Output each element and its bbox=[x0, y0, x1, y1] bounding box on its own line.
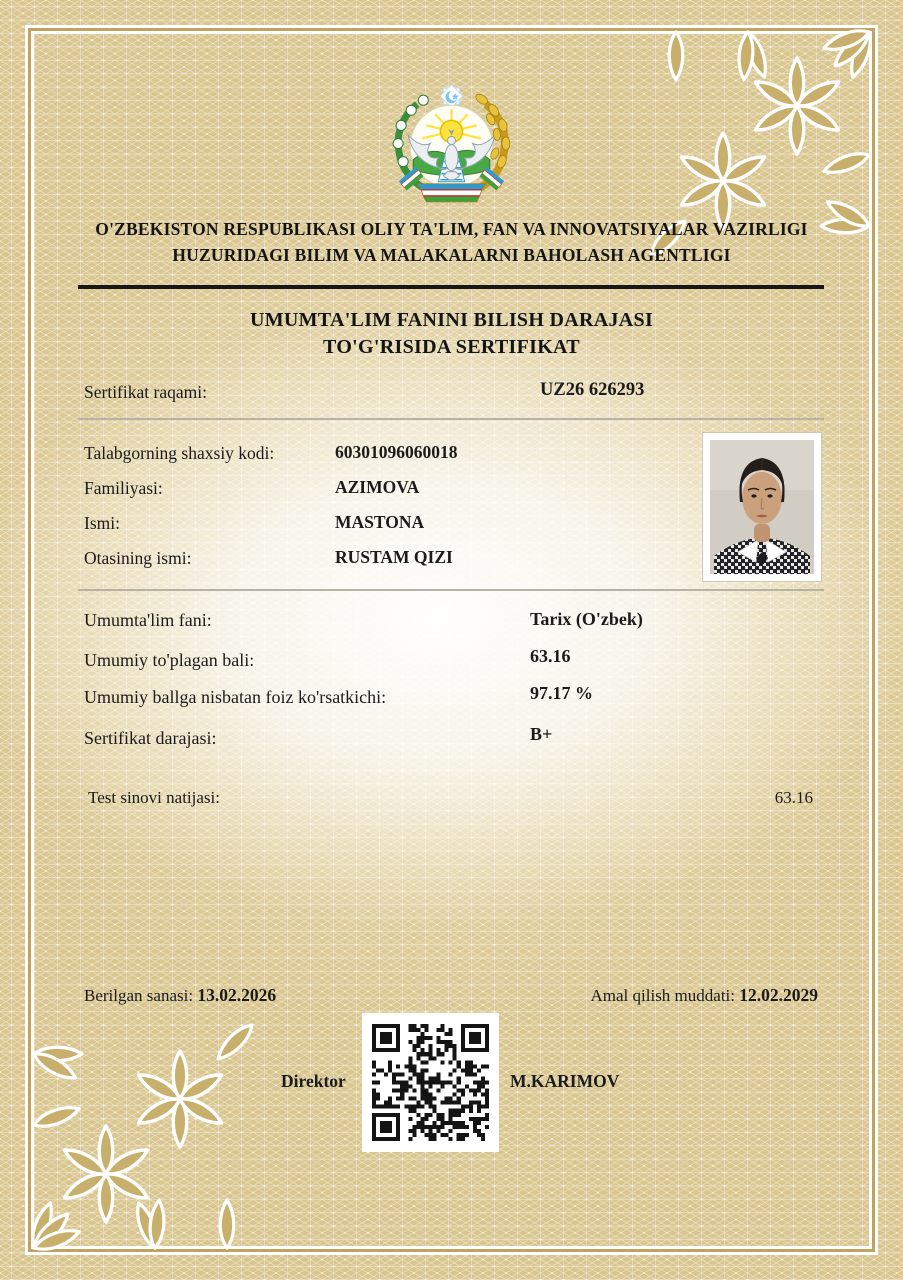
person-code-value: 60301096060018 bbox=[335, 442, 458, 462]
certificate-title-line1: UMUMTA'LIM FANINI BILISH DARAJASI bbox=[249, 309, 654, 331]
surname-value: AZIMOVA bbox=[335, 477, 420, 497]
ministry-name-line2: HUZURIDAGI BILIM VA MALAKALARNI BAHOLASH AGENTLIGI bbox=[172, 245, 731, 265]
valid-date-value: 12.02.2029 bbox=[739, 985, 818, 1005]
name-label: Ismi: bbox=[84, 513, 120, 533]
certificate-number-label: Sertifikat raqami: bbox=[84, 382, 207, 402]
name-value: MASTONA bbox=[335, 512, 425, 532]
issue-date-label: Berilgan sanasi: bbox=[84, 986, 198, 1005]
patronymic-label: Otasining ismi: bbox=[84, 548, 192, 568]
section-divider bbox=[78, 418, 824, 420]
portrait-photo bbox=[703, 433, 821, 581]
person-code-label: Talabgorning shaxsiy kodi: bbox=[84, 443, 275, 463]
uzbekistan-emblem-icon bbox=[381, 83, 522, 207]
qr-code bbox=[362, 1013, 499, 1152]
certificate-title-line2: TO'G'RISIDA SERTIFIKAT bbox=[323, 336, 580, 358]
valid-date-line bbox=[591, 985, 819, 1006]
total-score-value: 63.16 bbox=[530, 646, 571, 666]
issue-date-value: 13.02.2026 bbox=[197, 985, 277, 1005]
subject-label: Umumta'lim fani: bbox=[84, 610, 212, 630]
section-divider bbox=[78, 589, 824, 591]
portrait-photo-image bbox=[710, 440, 814, 574]
valid-date-label: Amal qilish muddati: bbox=[590, 986, 740, 1005]
ministry-name-line1: O'ZBEKISTON RESPUBLIKASI OLIY TA'LIM, FAN VA INNOVATSIYALAR VAZIRLIGI bbox=[95, 219, 808, 239]
grade-label: Sertifikat darajasi: bbox=[84, 728, 217, 748]
subject-value: Tarix (O'zbek) bbox=[530, 609, 643, 629]
surname-label: Familiyasi: bbox=[84, 478, 163, 498]
director-name: M.KARIMOV bbox=[510, 1071, 620, 1091]
percentage-value: 97.17 % bbox=[530, 683, 593, 703]
issue-date-line bbox=[84, 985, 276, 1006]
header-divider bbox=[78, 285, 824, 289]
certificate-number-value: UZ26 626293 bbox=[540, 380, 645, 400]
test-result-label: Test sinovi natijasi: bbox=[88, 788, 220, 807]
grade-value: B+ bbox=[530, 724, 553, 744]
patronymic-value: RUSTAM QIZI bbox=[335, 547, 453, 567]
qr-code-image bbox=[372, 1024, 489, 1141]
total-score-label: Umumiy to'plagan bali: bbox=[84, 650, 255, 670]
director-label: Direktor bbox=[281, 1071, 346, 1091]
test-result-value: 63.16 bbox=[774, 788, 813, 807]
percentage-label: Umumiy ballga nisbatan foiz ko'rsatkichi: bbox=[84, 687, 387, 707]
